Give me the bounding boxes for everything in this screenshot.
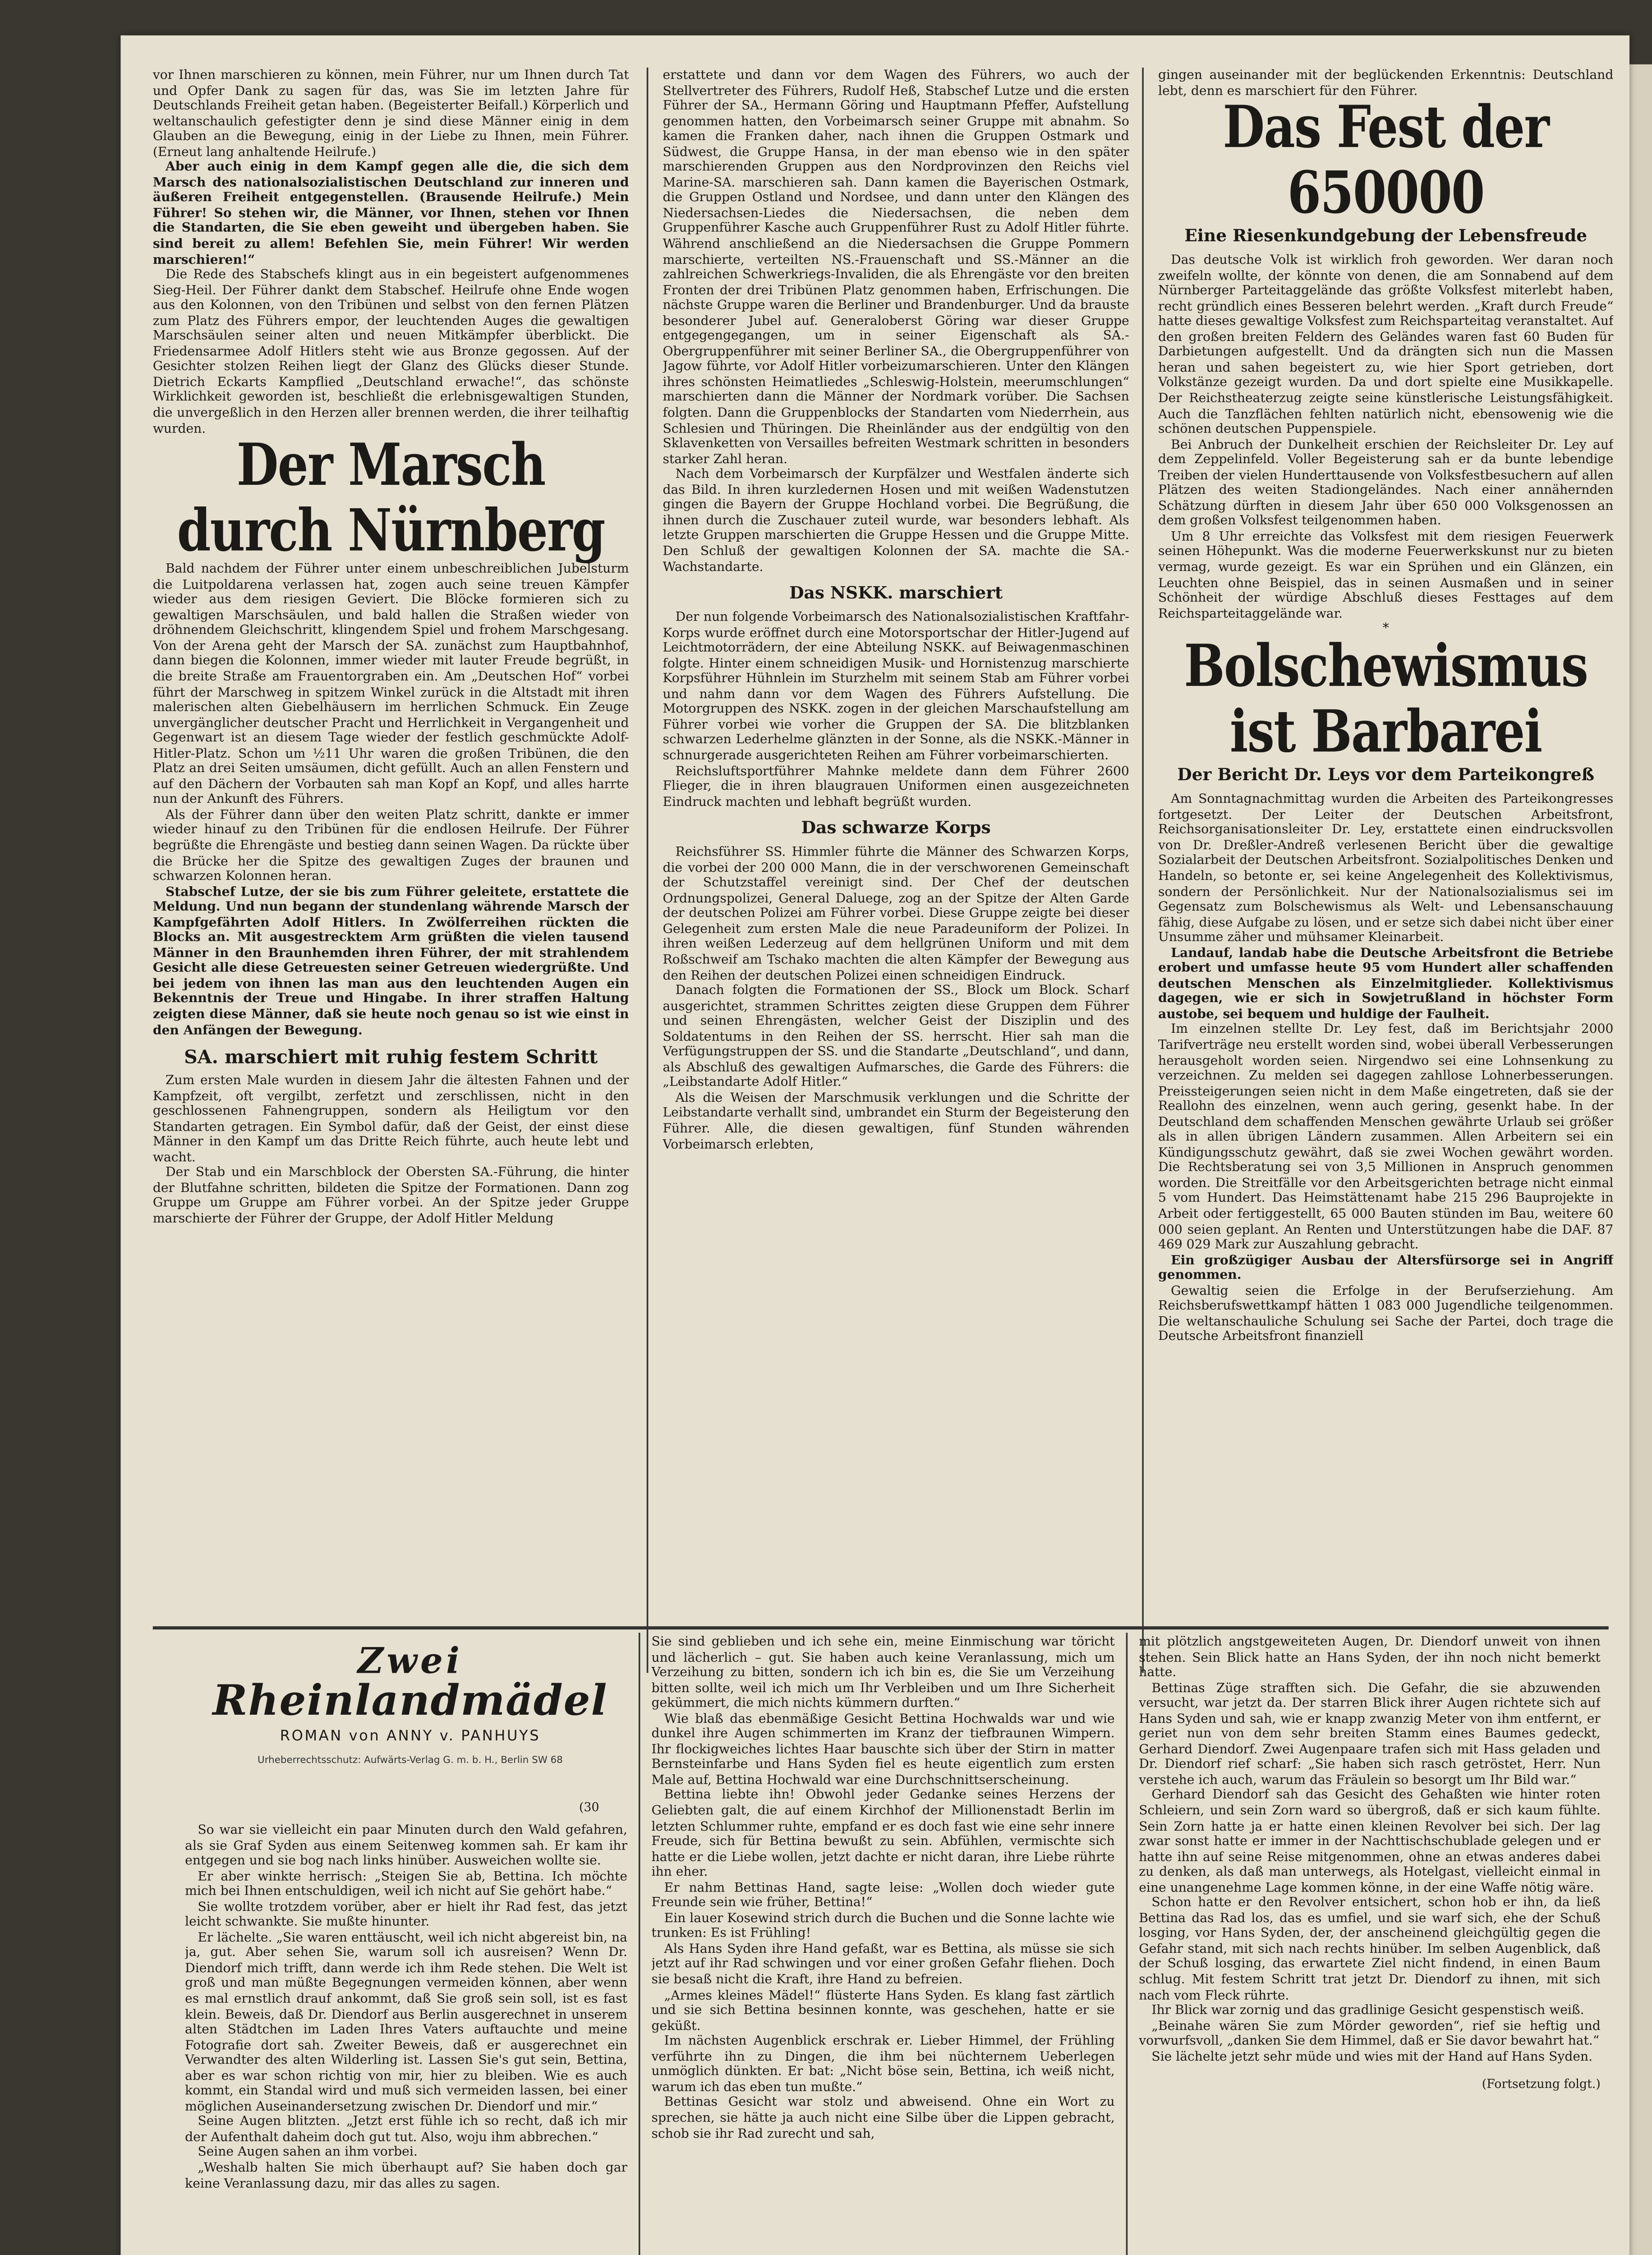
headline: Bolschewismus ist Barbarei — [1184, 634, 1588, 768]
paragraph: Sie sind geblieben und ich sehe ein, meine Einmischung war töricht und lächerlich – gut. Sie haben auch keine Veranlassung, mich um Verzeihung zu bitten, sondern ich ich bin es, die Sie um Verzeihung bitten sollte, weil ich mich um Ihr Verbleiben und um Ihre Sicherheit gekümmert, die mich nichts kümmern durften.“ — [651, 1634, 1115, 1711]
paragraph: Der nun folgende Vorbeimarsch des Nationalsozialistischen Kraftfahr-Korps wurde eröffnet durch eine Motorsportschar der Hitler-Jugend auf Leichtmotorrädern, der eine Abteilung NSKK. auf Beiwagenmaschinen folgte. Hinter einem schneidigen Musik- und Hornistenzug marschierte Korpsführer Hühnlein im Sturzhelm mit seinem Stab am Führer vorbei und nahm dann vor dem Wagen des Führers Aufstellung. Die Motorgruppen des NSKK. zogen in der gleichen Marschaufstellung am Führer vorbei wie vorher die Gruppen der SA. Die blitzblanken schwarzen Lederhelme glänzten in der Sonne, als die NSKK.-Männer in schnurgerade ausgerichteten Reihen am Führer vorbeimarschierten. — [663, 609, 1129, 763]
paragraph: Er aber winkte herrisch: „Steigen Sie ab, Bettina. Ich möchte mich bei Ihnen entschuldigen, weil ich nicht auf Sie gehört habe.“ — [185, 1868, 628, 1899]
headline: Das Fest der 650000 — [1223, 95, 1549, 229]
paragraph: „Weshalb halten Sie mich überhaupt auf? Sie haben doch gar keine Veranlassung dazu, mir das alles zu sagen. — [185, 2160, 628, 2191]
subheadline: Der Bericht Dr. Leys vor dem Parteikongreß — [1177, 766, 1595, 786]
paragraph: gingen auseinander mit der beglückenden Erkenntnis: Deutschland lebt, denn es marschiert für den Führer. — [1158, 67, 1614, 97]
paragraph: Ihr Blick war zornig und das gradlinige Gesicht gespenstisch weiß. — [1151, 2002, 1584, 2018]
paragraph: mit plötzlich angstgeweiteten Augen, Dr. Diendorf unweit von ihnen stehen. Sein Blick hatte an Hans Syden, der ihn noch nicht bemerkt hatte. — [1139, 1634, 1601, 1680]
paragraph: Wie blaß das ebenmäßige Gesicht Bettina Hochwalds war und wie dunkel ihre Augen schimmerten im Kranz der tiefbraunen Wimpern. Ihr flockigweiches lichtes Haar bauschte sich über der Stirn in matter Bernsteinfarbe und Hans Syden fiel es heute eigentlich zum ersten Male auf, Bettina Hochwald war eine Durchschnittserscheinung. — [651, 1711, 1115, 1787]
paragraph: Der Stab und ein Marschblock der Obersten SA.-Führung, die hinter der Blutfahne schritten, bildeten die Spitze der Formationen. Dann zog Gruppe um Gruppe am Führer vorbei. An der Spitze jeder Gruppe marschierte der Führer der Gruppe, der Adolf Hitler Meldung — [152, 1165, 629, 1226]
copyright-note: Urheberrechtsschutz: Aufwärts-Verlag G. m. b. H., Berlin SW 68 — [258, 1755, 563, 1767]
masthead-byline: ROMAN von ANNY v. PANHUYS — [280, 1729, 541, 1745]
paragraph: „Beinahe wären Sie zum Mörder geworden“, rief sie heftig und vorwurfsvoll, „danken Sie dem Himmel, daß er Sie davor bewahrt hat.“ — [1139, 2018, 1601, 2048]
article-column-3 — [1158, 68, 1613, 1625]
paragraph: Reichsluftsportführer Mahnke meldete dann dem Führer 2600 Flieger, die in ihren blaugrauen Uniformen einen ausgezeichneten Eindruck machten und lebhaft begrüßt wurden. — [663, 763, 1129, 809]
headline: Der Marsch durch Nürnberg — [177, 433, 605, 566]
paragraph: Bettinas Gesicht war stolz und abweisend. Ohne ein Wort zu sprechen, sie hätte ja auch nicht eine Silbe über die Lippen gebracht, schob sie ihr Rad zurecht und sah, — [651, 2095, 1115, 2140]
subheadline: Eine Riesenkundgebung der Lebensfreude — [1184, 227, 1588, 247]
paragraph: Seine Augen blitzten. „Jetzt erst fühle ich so recht, daß ich mir der Aufenthalt daheim doch gut tut. Also, woju ihm abbrechen.“ — [185, 2114, 628, 2145]
paragraph: Ein großzügiger Ausbau der Altersfürsorge sei in Angriff genommen. — [1158, 1252, 1614, 1283]
novel-column-1 — [185, 1822, 627, 2255]
paragraph: Als die Weisen der Marschmusik verklungen und die Schritte der Leibstandarte verhallt sind, umbrandet ein Sturm der Begeisterung den Führer. Alle, die diesen gewaltigen, fünf Stunden währenden Vorbeimarsch erlebten, — [663, 1090, 1129, 1151]
paragraph: Im nächsten Augenblick erschrak er. Lieber Himmel, der Frühling verführte ihn zu Dingen, die ihm bei nüchternem Ueberlegen unmöglich dünkten. Er bat: „Nicht böse sein, Bettina, ich weiß nicht, warum ich das eben tun mußte.“ — [651, 2034, 1115, 2094]
article-column-1 — [153, 68, 629, 1620]
continuation-note: (Fortsetzung folgt.) — [1482, 2077, 1601, 2092]
paragraph: Landauf, landab habe die Deutsche Arbeitsfront die Betriebe erobert und umfasse heute 95 vom Hundert aller schaffenden deutschen Menschen als Einzelmitglieder. Kollektivismus dagegen, wie er sich in Sowjetrußland in höchster Form austobe, sei bequem und huldige der Faulheit. — [1158, 945, 1614, 1022]
paragraph: Am Sonntagnachmittag wurden die Arbeiten des Parteikongresses fortgesetzt. Der Leiter der Deutschen Arbeitsfront, Reichsorganisationsleiter Dr. Ley, erstattete einen eindrucksvollen von Dr. Dreßler-Andreß verlesenen Bericht über die gewaltige Sozialarbeit der Deutschen Arbeitsfront. Sozialpolitisches Denken und Handeln, so betonte er, sei keine Angelegenheit des Kollektivismus, sondern der Persönlichkeit. Nur der Nationalsozialismus sei im Gegensatz zum Bolschewismus als Welt- und Lebensanschauung fähig, diese Aufgabe zu lösen, und er setze sich dabei nicht über einer Unsumme zäher und mühsamer Kleinarbeit. — [1158, 792, 1614, 945]
paragraph: Bei Anbruch der Dunkelheit erschien der Reichsleiter Dr. Ley auf dem Zeppelinfeld. Voller Begeisterung sah er da bunte lebendige Treiben der vielen Hunderttausende von Volksfestbesuchern auf allen Plätzen des weiten Stadiongeländes. Nach einer annähernden Schätzung dürften in diesem Jahr über 650 000 Volksgenossen an dem großen Volksfest teilgenommen haben. — [1158, 437, 1614, 529]
paragraph: Aber auch einig in dem Kampf gegen alle die, die sich dem Marsch des nationalsozialistischen Deutschland zur inneren und äußeren Freiheit entgegenstellen. (Brausende Heilrufe.) Mein Führer! So stehen wir, die Männer, vor Ihnen, stehen vor Ihnen die Standarten, die Sie eben geweiht und übergeben haben. Sie sind bereit zu allem! Befehlen Sie, mein Führer! Wir werden marschieren!“ — [152, 160, 629, 267]
paragraph: So war sie vielleicht ein paar Minuten durch den Wald gefahren, als sie Graf Syden aus einem Seitenweg kommen sah. Er kam ihr entgegen und sie bog nach links hinüber. Ausweichen wollte sie. — [185, 1822, 628, 1868]
paragraph: Als der Führer dann über den weiten Platz schritt, dankte er immer wieder hinauf zu den Tribünen für die endlosen Heilrufe. Der Führer begrüßte die Ehrengäste und bestieg dann seinen Wagen. Da rückte über die Brücke her die Spitze des gewaltigen Zuges der braunen und schwarzen Kolonnen heran. — [152, 807, 629, 884]
column-rule — [1142, 68, 1144, 1673]
separator-star: * — [1382, 621, 1389, 636]
masthead-zwei: Zwei — [357, 1641, 463, 1683]
novel-column-3 — [1139, 1634, 1601, 2255]
serial-novel-masthead — [185, 1641, 635, 1789]
subheadline: Das NSKK. marschiert — [789, 584, 1003, 603]
subheadline: Das schwarze Korps — [801, 819, 991, 838]
paragraph: Bald nachdem der Führer unter einem unbeschreiblichen Jubelsturm die Luitpoldarena verlassen hat, zogen auch seine treuen Kämpfer wieder aus dem riesigen Geviert. Die Blöcke formieren sich zu gewaltigen Marschsäulen, und bald hallen die Straßen wieder von dröhnendem Gleichschritt, klingendem Spiel und frohem Marschgesang. Von der Arena geht der Marsch der SA. zunächst zum Hauptbahnhof, dann biegen die Kolonnen, immer wieder mit lauter Freude begrüßt, in die breite Straße am Frauentorgraben ein. Am „Deutschen Hof“ vorbei führt der Marschweg in spitzem Winkel zurück in die Altstadt mit ihren malerischen alten Giebelhäusern im herrlichen Schmuck. Ein Zeuge unvergänglicher deutscher Pracht und Herrlichkeit in Vergangenheit und Gegenwart ist an diesem Tage wieder der festlich geschmückte Adolf-Hitler-Platz. Schon um ½11 Uhr waren die großen Tribünen, die den Platz an drei Seiten umsäumen, dicht gefüllt. Auch an allen Fenstern und auf den Dächern der Vorbauten sah man Kopf an Kopf, und alles harrte nun der Ankunft des Führers. — [152, 561, 629, 807]
article-column-2 — [663, 68, 1129, 1660]
paragraph: Um 8 Uhr erreichte das Volksfest mit dem riesigen Feuerwerk seinen Höhepunkt. Was die moderne Feuerwerkskunst nur zu bieten vermag, wurde gezeigt. Es war ein Sprühen und ein Glänzen, ein Leuchten ohne Beispiel, das in seinen Ausmaßen und in seiner Schönheit der würdige Abschluß dieses Festtages auf dem Reichsparteitaggelände war. — [1158, 529, 1614, 621]
column-rule — [639, 1633, 640, 2255]
paragraph: Die Rede des Stabschefs klingt aus in ein begeistert aufgenommenes Sieg-Heil. Der Führer dankt dem Stabschef. Heilrufe ohne Ende wogen aus den Kolonnen, von den Tribünen und selbst von den fernen Plätzen zum Platz des Führers empor, der leuchtenden Auges die gewaltigen Marschsäulen seiner alten und neuen Mitkämpfer überblickt. Die Friedensarmee Adolf Hitlers steht wie aus Bronze gegossen. Auf der Gesichter stolzen Reihen liegt der Glanz des Glücks dieser Stunde. Dietrich Eckarts Kampflied „Deutschland erwache!“, das schönste Wirklichkeit geworden ist, beschließt die erlebnisgewaltigen Stunden, die unvergeßlich in den Herzen aller brennen werden, die ihrer teilhaftig wurden. — [152, 267, 629, 436]
paragraph: Sie lächelte jetzt sehr müde und wies mit der Hand auf Hans Syden. — [1151, 2049, 1593, 2064]
paragraph: Als Hans Syden ihre Hand gefaßt, war es Bettina, als müsse sie sich jetzt auf ihr Rad schwingen und vor einer großen Gefahr fliehen. Doch sie besaß nicht die Kraft, ihre Hand zu befreien. — [651, 1941, 1115, 1987]
paragraph: Danach folgten die Formationen der SS., Block um Block. Scharf ausgerichtet, strammen Schrittes zeigten diese Gruppen dem Führer und seinen Ehrengästen, welcher Geist der Disziplin und des Soldatentums in den Reihen der SS. herrscht. Hier sah man die Verfügungstruppen der SS. und die Standarte „Deutschland“, und dann, als Abschluß des gewaltigen Aufmarsches, die Garde des Führers: die „Leibstandarte Adolf Hitler.“ — [663, 983, 1129, 1090]
paragraph: Er lächelte. „Sie waren enttäuscht, weil ich nicht abgereist bin, na ja, gut. Aber sehen Sie, warum soll ich ausreisen? Wenn Dr. Diendorf mich trifft, dann werde ich ihm Rede stehen. Die Welt ist groß und man müßte Begegnungen vermeiden können, aber wenn es mal ernstlich drauf ankommt, daß Sie groß sein soll, ist es fast klein. Beweis, daß Dr. Diendorf aus Berlin ausgerechnet in unserem alten Städtchen im Laden Ihres Vaters auftauchte und meine Fotografie dort sah. Zweiter Beweis, daß er ausgerechnet ein Verwandter des alten Wilderling ist. Lassen Sie's gut sein, Bettina, aber es war schon richtig von mir, hier zu bleiben. Wie es auch kommt, ein Standal wird und muß sich vermeiden lassen, bei einer möglichen Auseinandersetzung zwischen Dr. Diendorf und mir.“ — [185, 1930, 628, 2114]
paragraph: Zum ersten Male wurden in diesem Jahr die ältesten Fahnen und der Kampfzeit, oft vergilbt, zerfetzt und zerschlissen, nicht in den geschlossenen Fahnengruppen, sondern als Heiligtum vor den Standarten getragen. Ein Symbol dafür, daß der Geist, der einst diese Männer in den Kampf um das Dritte Reich führte, auch heute lebt und wacht. — [152, 1073, 629, 1164]
paragraph: vor Ihnen marschieren zu können, mein Führer, nur um Ihnen durch Tat und Opfer Dank zu sagen für das, was Sie im letzten Jahre für Deutschlands Freiheit getan haben. (Begeisterter Beifall.) Körperlich und weltanschaulich gefestigter denn je sind diese Männer einig in dem Glauben an die Bewegung, einig in der Liebe zu Ihnen, mein Führer. (Erneut lang anhaltende Heilrufe.) — [152, 67, 629, 159]
paragraph: Bettinas Züge strafften sich. Die Gefahr, die sie abzuwenden versucht, war jetzt da. Der starren Blick ihrer Augen richtete sich auf Hans Syden und sah, wie er knapp zwanzig Meter von ihm entfernt, er geriet nun von dem sehr breiten Stamm eines Baumes gedeckt, Gerhard Diendorf. Zwei Augenpaare trafen sich mit Hass geladen und Dr. Diendorf rief scharf: „Sie haben sich rasch getröstet, Herr. Nun verstehe ich auch, warum das Fräulein so besorgt um Ihr Bild war.“ — [1139, 1680, 1601, 1787]
subheadline: SA. marschiert mit ruhig festem Schritt — [184, 1045, 598, 1068]
paragraph: Das deutsche Volk ist wirklich froh geworden. Wer daran noch zweifeln wollte, der könnte von denen, die am Sonnabend auf dem Nürnberger Parteitaggelände das größte Volksfest miterlebt haben, recht gründlich eines Besseren belehrt werden. „Kraft durch Freude“ hatte dieses gewaltige Volksfest zum Reichsparteitag veranstaltet. Auf den großen breiten Feldern des Geländes waren fast 60 Buden für Darbietungen aufgestellt. Und da drängten sich nun die Massen heran und sahen begeistert zu, wie hier Sport getrieben, dort Volkstänze gezeigt wurden. Da und dort spielte eine Musikkapelle. Der Reichstheaterzug zeigte seine künstlerische Leistungsfähigkeit. Auch die Tanzflächen fehlten natürlich nicht, ebensowenig wie die schönen deutschen Puppenspiele. — [1158, 253, 1614, 436]
column-rule — [1126, 1633, 1128, 2255]
novel-column-2 — [652, 1634, 1115, 2255]
paragraph: Nach dem Vorbeimarsch der Kurpfälzer und Westfalen änderte sich das Bild. In ihren kurzledernen Hosen und mit weißen Wadenstutzen gingen die Bayern der Gruppe Hochland vorbei. Die Begrüßung, die ihnen durch die Zuschauer zuteil wurde, war besonders lebhaft. Als letzte Gruppen marschierten die Gruppe Hessen und die Gruppe Mitte. Den Schluß der gewaltigen Kolonnen der SA. machte die SA.-Wachstandarte. — [663, 467, 1129, 574]
installment-number: (30 — [579, 1800, 599, 1815]
paragraph: „Armes kleines Mädel!“ flüsterte Hans Syden. Es klang fast zärtlich und sie sich Bettina besinnen konnte, was geschehen, hatte er sie geküßt. — [651, 1987, 1115, 2033]
paragraph: Im einzelnen stellte Dr. Ley fest, daß im Berichtsjahr 2000 Tarifverträge neu erstellt worden sind, wobei überall Verbesserungen herausgeholt worden seien. Nirgendwo sei eine Lohnsenkung zu verzeichnen. Zu melden sei dagegen zahllose Lohnerbesserungen. Preissteigerungen seien nicht in dem Maße eingetreten, daß sie der Reallohn des einzelnen, wenn auch gering, gesenkt habe. In der Deutschland dem schaffenden Menschen gewährte Urlaub sei größer als in allen übrigen Ländern zusammen. Allen Arbeitern sei ein Kündigungsschutz gewährt, daß sie zwei Wochen gewährt worden. Die Rechtsberatung sei von 3,5 Millionen in Anspruch genommen worden. Die Streitfälle vor den Arbeitsgerichten betrage nicht einmal 5 vom Hundert. Das Heimstättenamt habe 215 296 Bauprojekte in Arbeit oder fertiggestellt, 65 000 Bauten stünden im Bau, weitere 60 000 seien geplant. An Renten und Unterstützungen habe die DAF. 87 469 029 Mark zur Auszahlung gebracht. — [1158, 1022, 1614, 1252]
paragraph: Seine Augen sahen an ihm vorbei. — [198, 2145, 418, 2160]
paragraph: Sie wollte trotzdem vorüber, aber er hielt ihr Rad fest, das jetzt leicht schwankte. Sie mußte hinunter. — [185, 1899, 628, 1929]
column-rule — [647, 68, 649, 1673]
paragraph: Reichsführer SS. Himmler führte die Männer des Schwarzen Korps, die vorbei der 200 000 Mann, die in der verschworenen Gemeinschaft der Schutzstaffel vereinigt sind. Der Chef der deutschen Ordnungspolizei, General Daluege, zog an der Spitze der Alten Garde der deutschen Polizei am Führer vorbei. Diese Gruppe zeigte bei dieser Gelegenheit zum ersten Male die neue Paradeuniform der Polizei. In ihren weißen Lederzeug auf dem hellgrünen Uniform und mit dem Roßschweif am Tschako machten die alten Kämpfer der Bewegung aus den Reihen der deutschen Polizei einen schneidigen Eindruck. — [663, 845, 1129, 982]
paragraph: Gerhard Diendorf sah das Gesicht des Gehaßten wie hinter roten Schleiern, und sein Zorn ward so übergroß, daß er sich kaum fühlte. Sein Zorn hatte ja er hatte einen kleinen Revolver bei sich. Der lag zwar sonst hatte er immer in der Nachttischschublade gelegen und er hatte ihn auf seine Reise mitgenommen, ohne an etwas anderes dabei zu denken, als daß man unterwegs, als Hotelgast, vielleicht einmal in eine unangenehme Lage kommen könne, in der eine Waffe nötig wäre. — [1139, 1788, 1601, 1895]
paragraph: Gewaltig seien die Erfolge in der Berufserziehung. Am Reichsberufswettkampf hätten 1 083 000 Jugendliche teilgenommen. Die weltanschauliche Schulung sei Sache der Partei, doch trage die Deutsche Arbeitsfront finanziell — [1158, 1283, 1614, 1344]
paragraph: Er nahm Bettinas Hand, sagte leise: „Wollen doch wieder gute Freunde sein wie früher, Bettina!“ — [651, 1880, 1115, 1910]
paragraph: Bettina liebte ihn! Obwohl jeder Gedanke seines Herzens der Geliebten galt, die auf einem Kirchhof der Millionenstadt Berlin im letzten Schlummer ruhte, empfand er es doch fast wie eine sehr innere Freude, sich für Bettina bewußt zu sein. Abfühlen, vermischte sich hatte er die Liebe wollen, jetzt dachte er nicht daran, ihre Liebe rührte ihn eher. — [651, 1788, 1115, 1879]
masthead-title: Rheinlandmädel — [212, 1678, 608, 1726]
paragraph: Stabschef Lutze, der sie bis zum Führer geleitete, erstattete die Meldung. Und nun begann der stundenlang währende Marsch der Kampfgefährten Adolf Hitlers. In Zwölferreihen rückten die Blocks an. Mit ausgestrecktem Arm grüßten die vielen tausend Männer in den Braunhemden ihren Führer, der mit strahlendem Gesicht alle diese Getreuesten seiner Getreuen wiedergrüßte. Und bei jedem von ihnen las man aus den leuchtenden Augen ein Bekenntnis der Treue und Hingabe. In ihrer straffen Haltung zeigten diese Männer, daß sie heute noch genau so ist wie einst in den Anfängen der Bewegung. — [152, 884, 629, 1037]
paragraph: Ein lauer Kosewind strich durch die Buchen und die Sonne lachte wie trunken: Es ist Frühling! — [651, 1910, 1115, 1941]
paragraph: Schon hatte er den Revolver entsichert, schon hob er ihn, da ließ Bettina das Rad los, das es umfiel, und sie warf sich, ehe der Schuß losging, vor Hans Syden, der, der anscheinend gleichgültig gegen die Gefahr stand, mit sich nach rechts hinüber. Im selben Augenblick, daß der Schuß losging, das erwartete Ziel nicht findend, in einen Baum schlug. Mit festem Schritt trat jetzt Dr. Diendorf zu ihnen, mit sich nach vom Fleck rührte. — [1139, 1895, 1601, 2002]
paragraph: erstattete und dann vor dem Wagen des Führers, wo auch der Stellvertreter des Führers, Rudolf Heß, Stabschef Lutze und die ersten Führer der SA., Hermann Göring und Hauptmann Pfeffer, Aufstellung genommen hatten, den Vorbeimarsch seiner Gruppe mit abnahm. So kamen die Franken daher, nach ihnen die Gruppen Ostmark und Südwest, die Gruppe Hansa, in der man ebenso wie in den später marschierenden Gruppen aus den Nordprovinzen den Reichs viel Marine-SA. marschieren sah. Dann kamen die Bayerischen Ostmark, die Gruppen Ostland und Nordsee, und dann unter den Klängen des Niedersachsen-Liedes die Niedersachsen, die neben dem Gruppenführer Kasche auch Gruppenführer Rust zu Adolf Hitler führte. Während anschließend an die Niedersachsen die Gruppe Pommern marschierte, verteilten NS.-Frauenschaft und SS.-Männer an die zahlreichen Schwerkriegs-Invaliden, die als Ehrengäste vor den breiten Fronten der drei Tribünen Platz genommen haben, Erfrischungen. Die nächste Gruppe waren die Berliner und Brandenburger. Und da brauste besonderer Jubel auf. Generaloberst Göring war dieser Gruppe entgegengegangen, um in seiner Eigenschaft als SA.-Obergruppenführer mit seiner Berliner SA., die Obergruppenführer von Jagow führte, vor Adolf Hitler vorbeizumarschieren. Unter den Klängen ihres schönsten Heimatliedes „Schleswig-Holstein, meerumschlungen“ marschierten dann die Männer der Nordmark vorüber. Die Sachsen folgten. Dann die Gruppenblocks der Standarten vom Niederrhein, aus Schlesien und Thüringen. Die Rheinländer aus der endgültig von den Sklavenketten von Versailles befreiten Westmark schritten in besonders starker Zahl heran. — [663, 67, 1129, 466]
